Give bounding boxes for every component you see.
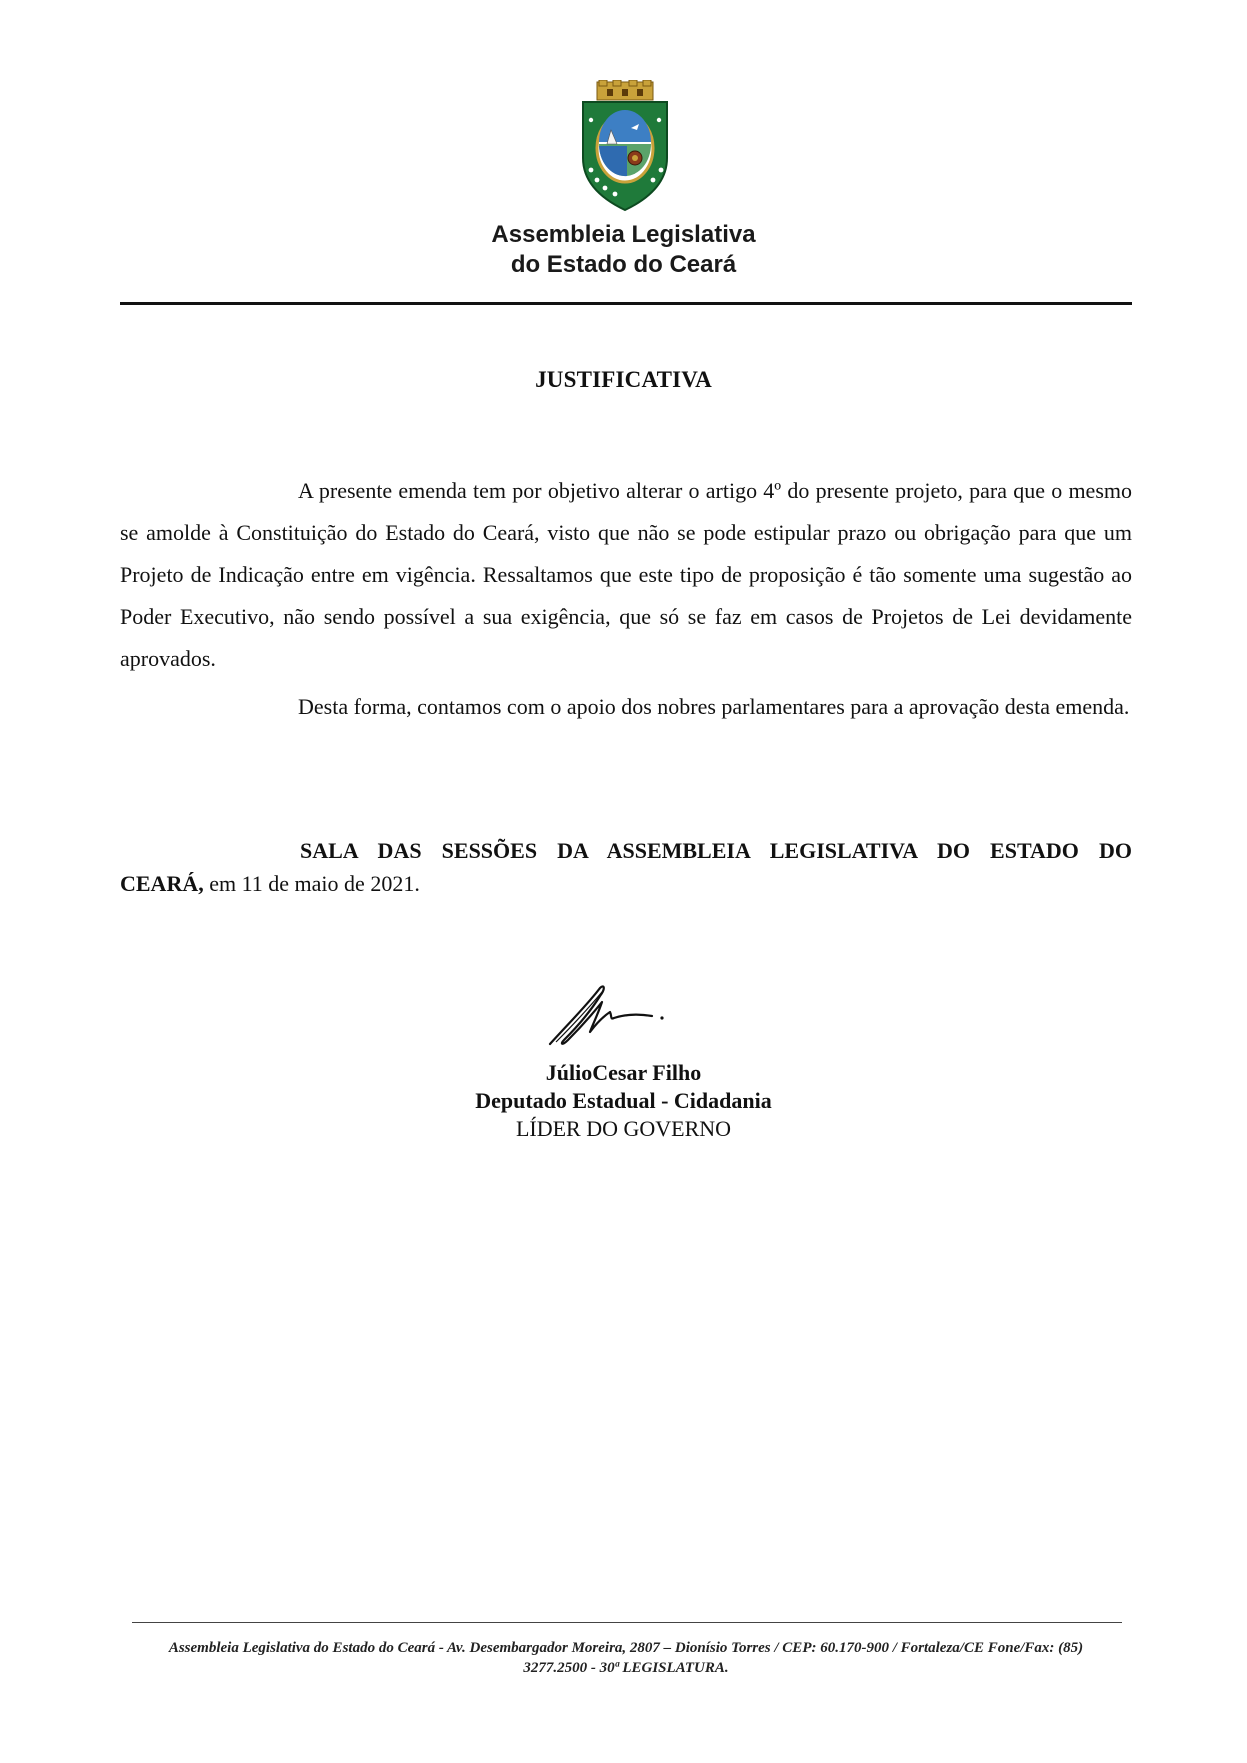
footer-divider — [132, 1622, 1122, 1623]
signer-title: LÍDER DO GOVERNO — [515, 1116, 732, 1141]
closing-caps-line2: CEARÁ, — [120, 871, 204, 896]
institution-name-line1: Assembleia Legislativa — [491, 221, 756, 248]
closing-date: em 11 de maio de 2021. — [203, 871, 420, 896]
institution-name-line2: do Estado do Ceará — [510, 251, 737, 278]
footer-line2: 3277.2500 - 30ª LEGISLATURA. — [523, 1660, 729, 1676]
closing-statement — [120, 834, 1132, 900]
ceara-crest-icon — [577, 80, 673, 212]
footer-line1: Assembleia Legislativa do Estado do Ceará - Av. Desembargador Moreira, 2807 – Dionísio Torres / CEP: 60.170-900 / Fortaleza/CE Fone/Fax: (85) — [168, 1640, 1084, 1656]
footer-address — [120, 1638, 1132, 1678]
signer-name: JúlioCesar Filho — [545, 1060, 702, 1085]
body-paragraph: Desta forma, contamos com o apoio dos nobres parlamentares para a aprovação desta emenda. — [298, 694, 1130, 719]
header-divider — [120, 302, 1132, 305]
signer-role: Deputado Estadual - Cidadania — [475, 1088, 772, 1113]
closing-caps-line1: SALA DAS SESSÕES DA ASSEMBLEIA LEGISLATIVA DO ESTADO DO — [300, 838, 1132, 863]
document-title: JUSTIFICATIVA — [535, 367, 712, 392]
body-paragraph: A presente emenda tem por objetivo alterar o artigo 4º do presente projeto, para que o mesmo se amolde à Constituição do Estado do Ceará, visto que não se pode estipular prazo ou obrigação para que um Projeto de Indicação entre em vigência. Ressaltamos que este tipo de proposição é tão somente uma sugestão ao Poder Executivo, não sendo possível a sua exigência, que só se faz em casos de Projetos de Lei devidamente aprovados. — [120, 478, 1132, 671]
handwritten-signature-icon — [540, 982, 670, 1052]
